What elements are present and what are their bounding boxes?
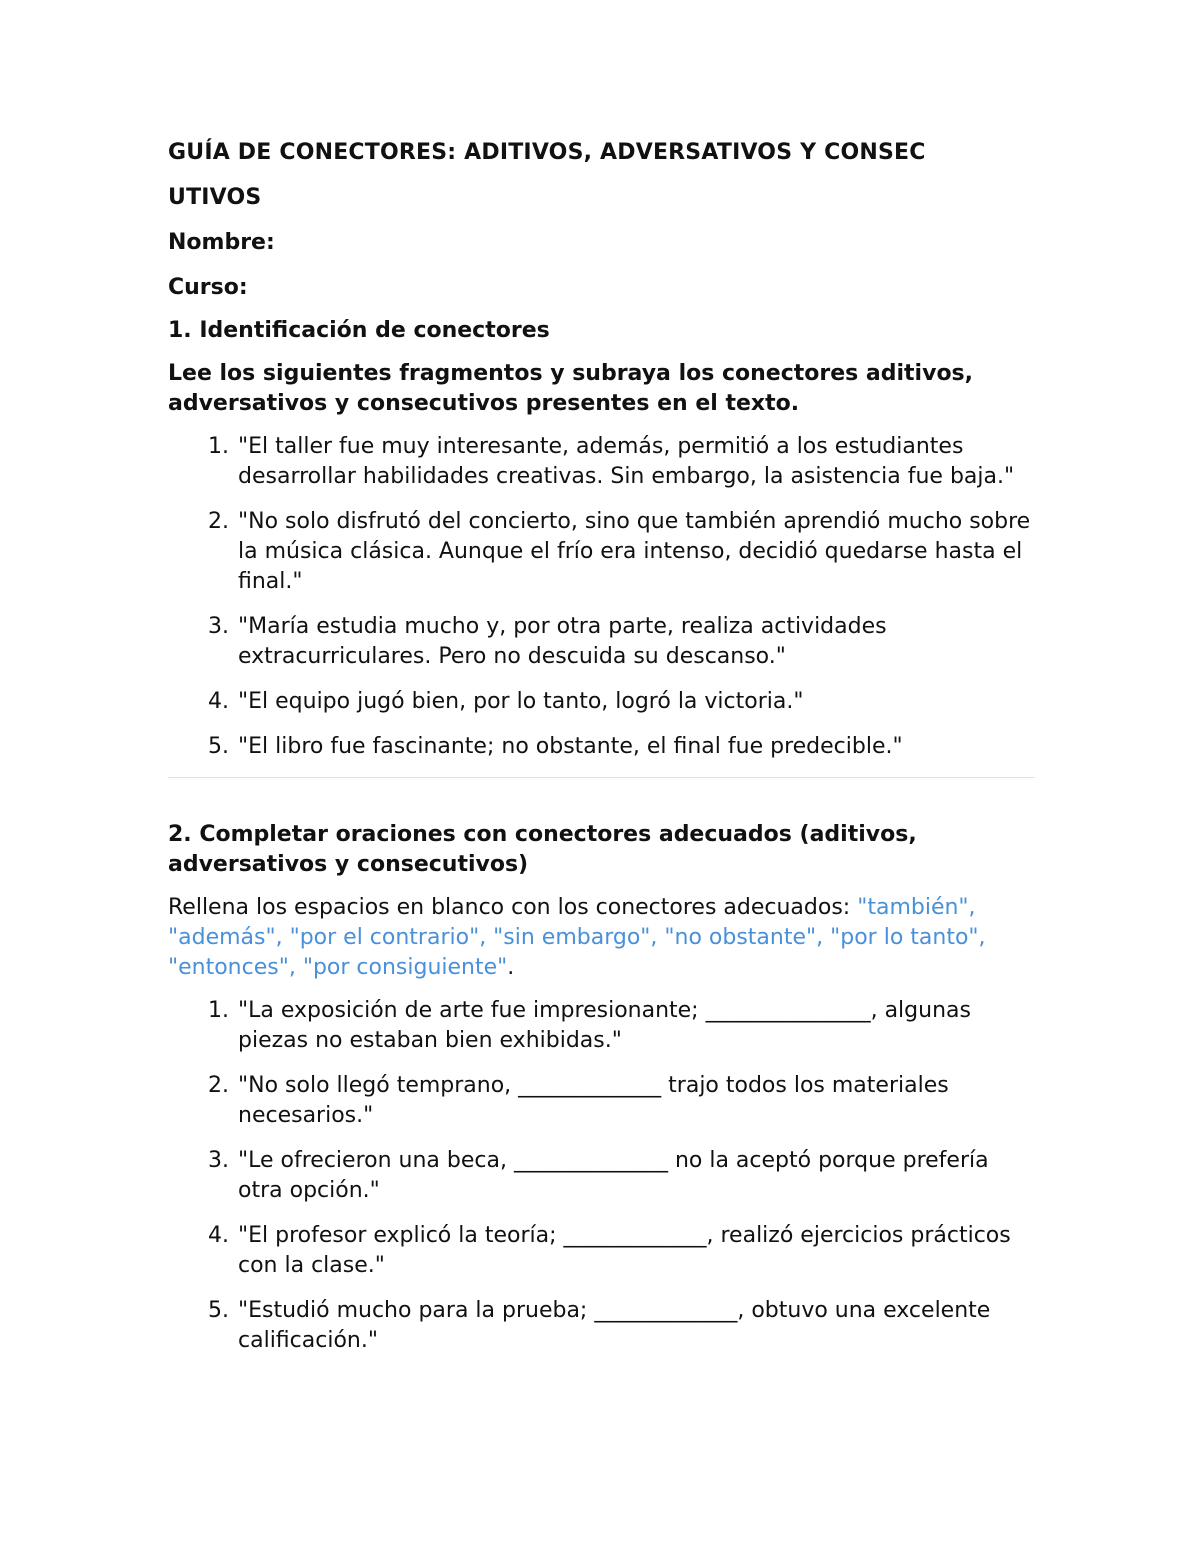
list-item-number: 2. bbox=[208, 509, 229, 534]
section-1-heading: 1. Identificación de conectores bbox=[168, 318, 550, 343]
section-divider bbox=[168, 777, 1035, 778]
list-item-text: "No solo llegó temprano, _____________ trajo todos los materiales necesarios." bbox=[238, 1073, 949, 1128]
list-item-text: "El taller fue muy interesante, además, permitió a los estudiantes desarrollar habilidades creativas. Sin embargo, la asistencia fue baja." bbox=[238, 434, 1015, 489]
list-item-number: 1. bbox=[208, 434, 229, 459]
list-item bbox=[168, 1221, 1035, 1281]
nombre-label: Nombre: bbox=[168, 230, 275, 255]
section-2-instruction-suffix: . bbox=[507, 955, 515, 980]
connector-list: "también", "además", "por el contrario", "sin embargo", "no obstante", "por lo tanto", "entonces", "por consiguiente" bbox=[168, 895, 986, 980]
section-2-heading: 2. Completar oraciones con conectores adecuados (aditivos, adversativos y consecutivos) bbox=[168, 822, 917, 877]
list-item bbox=[168, 732, 1035, 762]
list-item bbox=[168, 1146, 1035, 1206]
list-item bbox=[168, 612, 1035, 672]
list-item bbox=[168, 432, 1035, 492]
section-1-instruction: Lee los siguientes fragmentos y subraya los conectores aditivos, adversativos y consecutivos presentes en el texto. bbox=[168, 361, 974, 416]
list-item-number: 2. bbox=[208, 1073, 229, 1098]
document-title-line-1: GUÍA DE CONECTORES: ADITIVOS, ADVERSATIVOS Y CONSEC bbox=[168, 140, 926, 165]
list-item bbox=[168, 687, 1035, 717]
list-item bbox=[168, 507, 1035, 597]
section-2-instruction-prefix: Rellena los espacios en blanco con los conectores adecuados: bbox=[168, 895, 858, 920]
list-item-text: "El equipo jugó bien, por lo tanto, logró la victoria." bbox=[238, 689, 804, 714]
curso-label: Curso: bbox=[168, 275, 248, 300]
section-1-list bbox=[168, 432, 1035, 762]
list-item-text: "El libro fue fascinante; no obstante, el final fue predecible." bbox=[238, 734, 903, 759]
list-item bbox=[168, 996, 1035, 1056]
list-item-number: 3. bbox=[208, 614, 229, 639]
list-item bbox=[168, 1071, 1035, 1131]
list-item-number: 1. bbox=[208, 998, 229, 1023]
list-item-text: "El profesor explicó la teoría; _____________, realizó ejercicios prácticos con la clase." bbox=[238, 1223, 1011, 1278]
list-item-text: "Estudió mucho para la prueba; _____________, obtuvo una excelente calificación." bbox=[238, 1298, 991, 1353]
list-item-number: 4. bbox=[208, 1223, 229, 1248]
list-item-number: 3. bbox=[208, 1148, 229, 1173]
list-item-number: 4. bbox=[208, 689, 229, 714]
list-item-text: "María estudia mucho y, por otra parte, realiza actividades extracurriculares. Pero no descuida su descanso." bbox=[238, 614, 887, 669]
section-2-instruction bbox=[168, 893, 1035, 983]
list-item-text: "La exposición de arte fue impresionante; _______________, algunas piezas no estaban bien exhibidas." bbox=[238, 998, 971, 1053]
list-item-text: "Le ofrecieron una beca, ______________ no la aceptó porque prefería otra opción." bbox=[238, 1148, 989, 1203]
list-item-number: 5. bbox=[208, 1298, 229, 1323]
list-item-number: 5. bbox=[208, 734, 229, 759]
document-title-line-2: UTIVOS bbox=[168, 185, 262, 210]
list-item bbox=[168, 1296, 1035, 1356]
section-2-list bbox=[168, 996, 1035, 1356]
list-item-text: "No solo disfrutó del concierto, sino que también aprendió mucho sobre la música clásica. Aunque el frío era intenso, decidió quedarse hasta el final." bbox=[238, 509, 1031, 594]
